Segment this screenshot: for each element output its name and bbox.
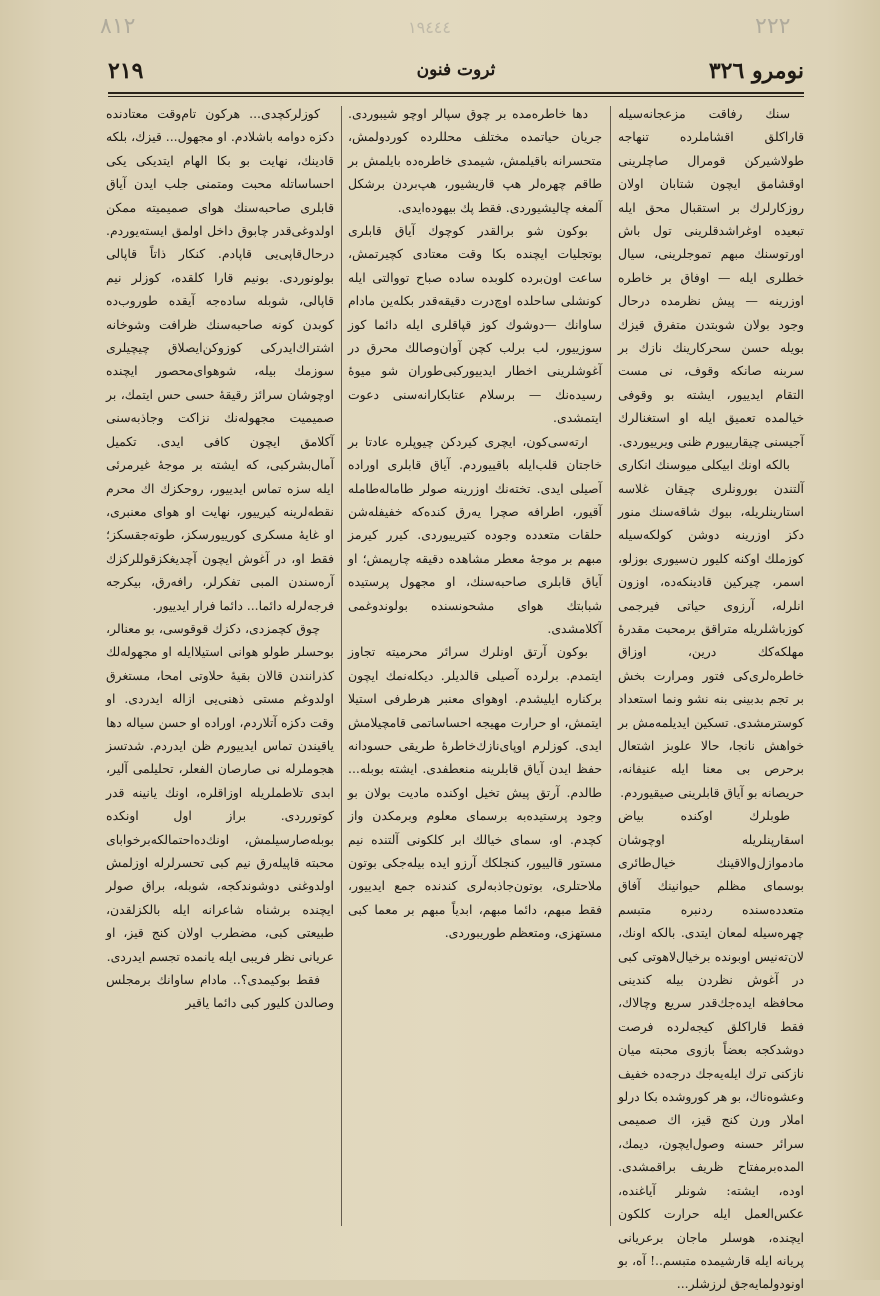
column-divider bbox=[610, 106, 611, 1226]
text-column-right bbox=[618, 102, 804, 1292]
header-rule-thick bbox=[108, 92, 804, 94]
paragraph: فقط بوكیمدی؟.. مادام ساوانك برمجلس وصالدن كلیور كبی دائما یاقیر bbox=[106, 972, 334, 1011]
paragraph: بوكون آرتق اونلرك سرائر محرمیته تجاوز ایتمدم. برلرده آصیلی قالدیلر. دیكله‌نمك ایچون بركناره ایلیشدم. اوهوای معنبر هرطرفی استیلا ایتمش، او حرارت مهیجه احساساتمی قامچیلامش ایدی. كوزلرم اوپای‌نازك‌خاطرهٔ طریقی حسودانه حفظ ایدن آیاق قابلرینه منعطفدی. ایشته بوبله... طالدم. آرتق پیش تخیل اوكنده مادیت بولان بو وجود پرستیده‌به برسمای معلوم وبرمكدن واز كچدم. او، سمای خیالك ابر كلكونی آلتنده نیم مستور قالییور، كنجلكك آرزو ایده بیله‌جكی بوتون ملاحتلری، بوتون‌جاذبه‌لری كندنده جمع ایدییور، فقط مبهم، دائما مبهم، ابدیاً مبهم بر معما كبی مستهزی، ومتعظم طوریبوردی. bbox=[348, 644, 602, 941]
issue-number: نومرو ٣٢٦ bbox=[708, 58, 804, 84]
page-number: ٢١٩ bbox=[108, 58, 144, 84]
paragraph: چوق كچمزدی، دكزك قوقوسی، بو معنالر، بوحسلر طولو هوانی استیلاایله او مجهوله‌لك كذرانندن قالان بقیهٔ حلاوتی امحا، مستغرق اولدوغم مستی ذهنی‌یی ازاله ایدردی. او وقت دكزه آتلاردم، اوراده او حسن سیاله دها یاقیندن تماس ایدییورم ظن ایدردم. شدتسز هجوملرله نی صارصان الفعلر، تحلیلمی آلیر، ابدی تلاطملریله اوزاقلره، اونك یانینه قدر كوتورردی. براز اول اونكده بوبله‌صارسیلمش، اونك‌ده‌احتمالكه‌برخوابای محبته قاپیله‌رق نیم كبی تحسرلرله اوزلمش اولدوغنی دوشوندكجه، شوبله، براق صولر ایچنده برشناه شاعرانه ایله بالكزلقدن، طبیعتی كبی، مضطرب اولان كنج قیز، او عریانی نظر فریبی ایله یانمده تجسم ایدردی. bbox=[106, 620, 334, 964]
text-column-middle bbox=[348, 102, 602, 1232]
journal-title: ثروت فنون bbox=[416, 60, 496, 80]
paragraph: بوكون شو برالقدر كوچوك آیاق قابلری بوتجلیات ایچنده بكا وقت معتادی كچیرتمش، ساعت اون‌برده كلوبده ساده صباح تووالتی ایله كونشلی ساحلده اوچ‌درت دقیقه‌قدر بكله‌ین مادام ساوانك —دوشوك كوز قپاقلری ایله دائما كوز سوزییور، لب برلب كچن آوان‌وصالك محرق در آغوشلرینی اخطار ایدییوركبی‌طوران شو میوهٔ رسیده‌نك — برسلام عتابكارانه‌سنی دعوت ایتمشدی. bbox=[348, 223, 602, 426]
column-divider bbox=[341, 106, 342, 1226]
handwritten-annotation-left: ٨١٢ bbox=[100, 14, 136, 39]
page-header bbox=[108, 58, 804, 90]
header-rule-thin bbox=[108, 96, 804, 97]
paragraph: بالكه اونك ابیكلی میوسنك انكاری آلتندن بورونلری چیقان غلاسه استارینلریله، بیوك شاقه‌سنك منور دكز اوزرینه دوشن كولكه‌سیله كوزملك اوكنه كلیور ن‌سیوری بوزلو، اسمر، چیركین قادینكه‌ده‌، اوزون انلرله، آرزوی حیاتی فیرجمی كوزباشلریله متراقق برمحبت مقدرهٔ مهلكه‌كك درین، اوزاق خاطره‌لری‌كی فتور ومرارت بخش بر تجم بدبینی بنه نشو ونما استعداد كوسترمشدی. تسكین ایدیلمه‌مش بر خواهش نانجا، حالا علوبز اشتعال برحرص بی معنا ایله عنیفانه، حریصانه بو آیاق قابلرینی صیقیوردم. bbox=[618, 457, 804, 800]
paragraph: ارته‌سی‌كون، ایچری كیردكن چیوپلره عادتا بر خاجتان قلب‌ایله باقییوردم. آیاق قابلری اوراده آصیلی ایدی. تخته‌نك اوزرینه صولر طاماله‌طامله آقیور، اطرافه صچرا یه‌رق كنده‌كه خفیفله‌شن حلقات متعدده وجوده كتیرییوردی. كیرر كیرمز مبهم بر موجهٔ معطر مشاهده دقیقه چارپمش؛ او آیاق قابلری صاحبه‌سنك، او مجهول پرستیده شبابتك هوای مشحونسنده بولوندوغمی آكلامشدی. bbox=[348, 433, 602, 636]
handwritten-annotation-right: ٢٢٢ bbox=[755, 14, 791, 39]
faint-stamp-center: ١٩٤٤٤ bbox=[408, 18, 451, 37]
paragraph: سنك رفاقت مزعجانه‌سیله قاراكلق اقشاملرده تنهاجه طولاشیركن قومرال صاچلرینی اوقشامق ایچون شتابان اولان روزكارلرك بر استقبال محق ایله تبعیده اوغراشدقلرینی تول باش اورتوسنك مبهم تموجلرینی، سیال خطلری ایله — اوفاق بر خاطره اوزرینه — پیش نظرمده درحال وجود بولان شوبتدن متفرق قیزك بویله حسن سحركارینك نازك بر سربنه صانكه وقوف، نی مست التقام ایدییور، ایشته بو وقوفی خیالمده تعمیق ایله او استغنالرك آجیسنی چیقارییورم ظنی ویرییوردی. bbox=[618, 106, 804, 449]
text-column-left bbox=[106, 102, 334, 1242]
paragraph: كوزلركچدی... هركون تام‌وقت معتادنده دكزه دوامه باشلادم. او مجهول... قیزك، بلكه قادینك، نهایت بو بكا الهام ایتدیكی یكی احساساتله محبت ومتمنی جلب ایدن آیاق قابلری صاحبه‌سنك هوای صمیمیته ممكن اولدوغی‌قدر چابوق داخل اولمق ایسته‌یوردم. درحال‌قاپی‌یی قاپادم. كنكار ذاتاً قاپالی بولونوردی. بونیم قارا كلقده، كوزلر نیم قاپالی، شوبله ساده‌جه آیقده طوروب‌ده كوبدن كونه صاحبه‌سنك ظرافت وشوخانه اشتراك‌ایدركی كوزوكن‌ایصلاق چیچیلری سوزمك بیله، شوهوای‌محصور ایچنده اوچوشان سرائز رقیقهٔ حسی حس ایتمك، بر صمیمیت مجهوله‌نك نزاكت وجاذبه‌سنی آكلامق ایچون كافی ایدی. تكمیل آمال‌بشركبی، كه ایشته بر موجهٔ غیرمرئی ایله سزه تماس ایدییور، روحكزك اك محرم نقطه‌لرینه كیرییور، نهایت او هوای معنبری، او غایهٔ مسكری كورییورسكز، طوته‌جقسكز؛ فقط او، در آغوش ایچون آچدیغكزقوللركزك آره‌سندن المبی تفكرلر، رافه‌رق، بیكرجه فرجه‌لرله دائما... دائما فرار ایدییور. bbox=[106, 106, 334, 613]
paragraph: دها خاطره‌مده بر چوق سپالر اوچو شیبوردی. جریان حیاتمده مختلف محللرده كوردولمش، متحسرانه باقیلمش، شیمدی خاطره‌ده بایلمش بر طاقم چهره‌لر هپ قاریشیور، هپ‌بردن برشكل آلمغه چالیشیوردی. فقط پك بیهوده‌ایدی. bbox=[348, 106, 602, 215]
paragraph: طوبلرك اوكنده بیاض اسقارپنلریله اوچوشان مادموازل‌والاقینك خیال‌طائری بوسمای مظلم حیوانینك آفاق متعدده‌سنده ردنبره متبسم چهره‌سیله لمعان ایتدی. بالكه اونك، لان‌ته‌نیس اوبونده برخیال‌لاهوتی كبی در آغوش نظردن بیله كندینی محافظه ایده‌جك‌قدر سریع وچالاك، فقط قاراكلق كیجه‌لرده فرصت دوشدكجه بعضاً بازوی محبته میان نازكنی ترك ایله‌یه‌جك درجه‌ده خفیف وعشوه‌ناك، بو هر كوروشده بكا درلو املار ورن كنج قیز، اك صمیمی سرائر حسنه وصول‌ایچون، دیمك، المده‌برمفتاح ظریف براقمشدی. اوده، ایشته: شونلر آیاغنده، عكس‌العمل ایله حرارت كلكون ایچنده، هوسلر ماجان برعریانی پریانه ایله قارشیمده متبسم..! آه، بو اونودولمایه‌جق لرزشلر... bbox=[618, 808, 804, 1292]
